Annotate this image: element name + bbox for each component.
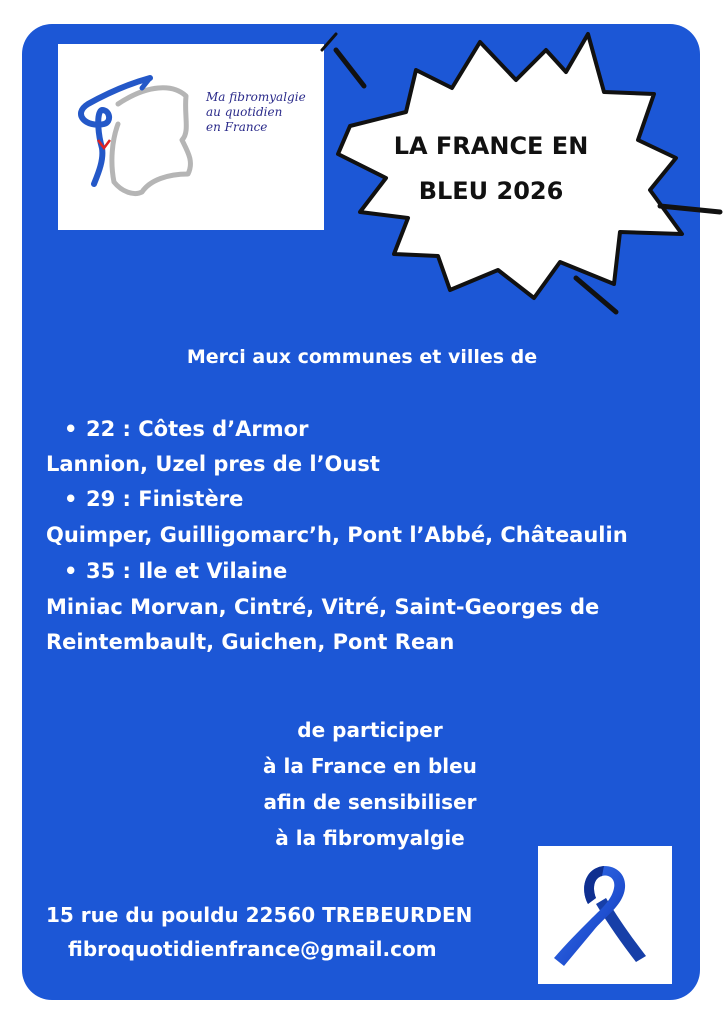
awareness-ribbon-icon	[538, 846, 672, 984]
intro-text: Merci aux communes et villes de	[186, 346, 538, 368]
bullet-35-label: 35 : Ile et Vilaine	[86, 559, 288, 583]
bullet-22	[64, 417, 308, 441]
closing-text	[0, 712, 724, 856]
logo-text	[206, 90, 324, 135]
headline-line-2: BLEU 2026	[418, 177, 564, 205]
bullet-29-label: 29 : Finistère	[86, 487, 244, 511]
closing-line-3: afin de sensibiliser	[263, 790, 477, 814]
bullet-29	[64, 487, 243, 511]
logo-line-1: Ma fibromyalgie	[206, 90, 306, 104]
bullet-dot: •	[64, 559, 78, 583]
closing-line-4: à la fibromyalgie	[275, 826, 465, 850]
cities-22: Lannion, Uzel pres de l’Oust	[46, 452, 380, 476]
logo-line-3: en France	[206, 120, 268, 134]
headline-line-1: LA FRANCE EN	[393, 132, 589, 160]
ribbon-box	[538, 846, 672, 984]
contact-block	[46, 898, 472, 966]
bullet-35	[64, 559, 287, 583]
cities-29: Quimper, Guilligomarc’h, Pont l’Abbé, Châteaulin	[46, 523, 628, 547]
france-map-ribbon-icon	[58, 44, 324, 230]
logo-line-2: au quotidien	[206, 105, 283, 119]
closing-line-1: de participer	[297, 718, 443, 742]
bullet-dot: •	[64, 487, 78, 511]
bullet-22-label: 22 : Côtes d’Armor	[86, 417, 309, 441]
bullet-dot: •	[64, 417, 78, 441]
logo-box	[58, 44, 324, 230]
contact-address: 15 rue du pouldu 22560 TREBEURDEN	[46, 903, 473, 927]
contact-email[interactable]: fibroquotidienfrance@gmail.com	[68, 937, 437, 961]
closing-line-2: à la France en bleu	[263, 754, 477, 778]
headline	[360, 124, 622, 214]
cities-35-line-2: Reintembault, Guichen, Pont Rean	[46, 630, 455, 654]
cities-35-line-1: Miniac Morvan, Cintré, Vitré, Saint-Georges de	[46, 595, 600, 619]
